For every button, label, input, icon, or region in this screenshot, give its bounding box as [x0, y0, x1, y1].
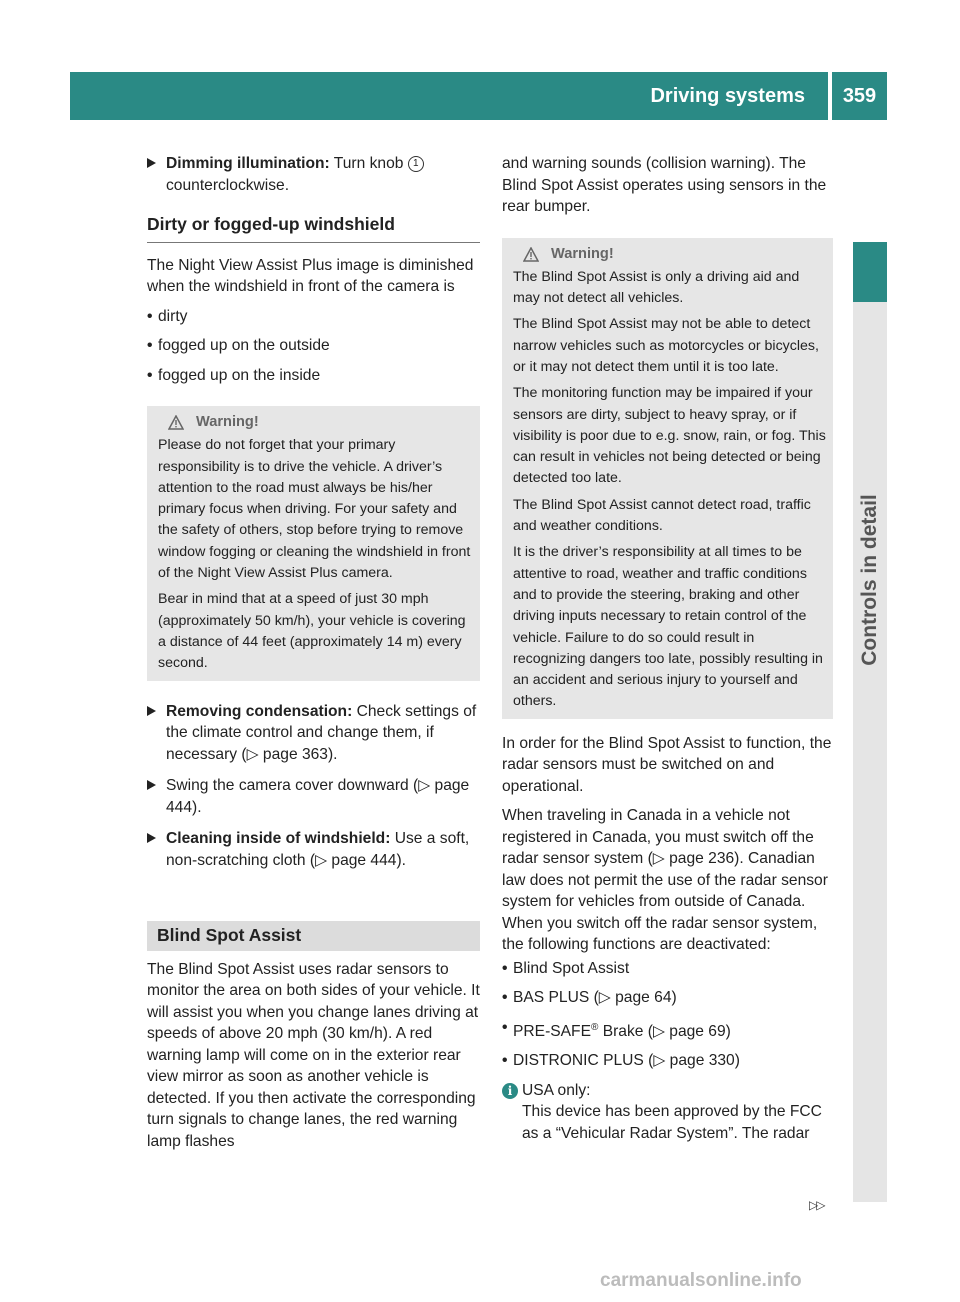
left-column	[147, 153, 480, 1160]
info-icon: i	[502, 1083, 518, 1099]
page-reference[interactable]: ▷ page 69	[652, 1022, 726, 1040]
list-item: • DISTRONIC PLUS (▷ page 330)	[502, 1052, 740, 1070]
warning-text: The monitoring function may be impaired if your sensors are dirty, subject to heavy spray, or if visibility is poor due to e.g. snow, rain, or fog. This can result in vehicles not being detected or being detected too late.	[513, 385, 826, 487]
step-removing-condensation: Removing condensation: Check settings of the climate control and change them, if necessary (▷ page 363).	[147, 701, 480, 766]
list-item: • fogged up on the outside	[147, 337, 330, 354]
callout-marker-icon: 1	[408, 156, 424, 172]
warning-triangle-icon	[168, 415, 184, 430]
info-note	[502, 1080, 833, 1145]
warning-heading: Warning!	[513, 244, 827, 265]
info-text: This device has been approved by the FCC as a “Vehicular Radar System”. The radar	[522, 1103, 822, 1142]
warning-text: The Blind Spot Assist is only a driving aid and may not detect all vehicles.	[513, 268, 800, 307]
bsa-description: The Blind Spot Assist uses radar sensors to monitor the area on both sides of your vehicle. It will assist you when you change lanes driving at speeds of above 20 mph (30 km/h). A red warning lamp will come on in the exterior rear view mirror as soon as another vehicle is detected. If you then activate the corresponding turn signals to change lanes, the red warning lamp flashes	[147, 960, 480, 1150]
header-bar	[70, 72, 887, 120]
page-reference[interactable]: ▷ page 363	[246, 745, 328, 763]
list-item: • BAS PLUS (▷ page 64)	[502, 989, 677, 1007]
list-item: • fogged up on the inside	[147, 366, 321, 384]
step-dimming: Dimming illumination: Turn knob 1 counterclockwise.	[147, 153, 480, 196]
page-reference[interactable]: ▷ page 330	[653, 1052, 735, 1070]
page-reference[interactable]: ▷ page 64	[598, 989, 672, 1007]
step-swing-camera: Swing the camera cover downward (▷ page 444).	[147, 775, 480, 818]
page-reference[interactable]: ▷ page 236	[652, 850, 735, 868]
list-item: • PRE-SAFE® Brake (▷ page 69)	[502, 1018, 731, 1040]
footer-watermark: carmanualsonline.info	[600, 1270, 802, 1291]
warning-heading: Warning!	[158, 412, 474, 433]
function-requirement: In order for the Blind Spot Assist to function, the radar sensors must be switched on and operational.	[502, 734, 832, 795]
warning-text: Bear in mind that at a speed of just 30 mph (approximately 50 km/h), your vehicle is covering a distance of 44 feet (approximately 14 m) every second.	[158, 591, 466, 672]
dirty-intro: The Night View Assist Plus image is diminished when the windshield in front of the camera is	[147, 256, 474, 295]
heading-dirty-windshield: Dirty or fogged-up windshield	[147, 214, 480, 243]
warning-text: The Blind Spot Assist cannot detect road, traffic and weather conditions.	[513, 496, 811, 535]
warning-text: It is the driver’s responsibility at all times to be attentive to road, weather and traffic conditions and to provide the steering, braking and other driving inputs necessary to retain control of the vehicle. Failure to do so could result in recognizing dangers too late, possibly resulting in an accident and serious injury to yourself and others.	[513, 544, 823, 710]
page-number: 359	[842, 85, 877, 107]
warning-box	[502, 238, 833, 719]
step-arrow-icon	[147, 833, 156, 843]
continue-arrows-icon: ▷▷	[809, 1198, 824, 1212]
warning-box	[147, 406, 480, 681]
heading-blind-spot-assist: Blind Spot Assist	[147, 921, 480, 951]
step-arrow-icon	[147, 706, 156, 716]
continued-text: and warning sounds (collision warning). The Blind Spot Assist operates using sensors in the rear bumper.	[502, 155, 827, 215]
warning-text: Please do not forget that your primary responsibility is to drive the vehicle. A driver’s attention to the road must always be his/her primary focus when driving. For your safety and the safety of others, stop before trying to remove window fogging or cleaning the windshield in front of the Night View Assist Plus camera.	[158, 437, 471, 582]
page-reference[interactable]: ▷ page 444	[315, 851, 397, 869]
step-cleaning: Cleaning inside of windshield: Use a soft, non-scratching cloth (▷ page 444).	[147, 828, 480, 871]
side-tab-label: Controls in detail	[858, 494, 881, 666]
list-item: • Blind Spot Assist	[502, 959, 630, 977]
canada-note: When traveling in Canada in a vehicle not registered in Canada, you must switch off the radar sensor system (▷ page 236). Canadian law does not permit the use of the radar sensor system for vehicles from outside of Canada. When you switch off the radar sensor system, the following functions are deactivated:	[502, 807, 828, 954]
section-title: Driving systems	[650, 85, 805, 107]
step-arrow-icon	[147, 158, 156, 168]
warning-text: The Blind Spot Assist may not be able to detect narrow vehicles such as motorcycles or bicycles, or it may not detect them until it is too late.	[513, 316, 819, 375]
page-reference[interactable]: ▷ page 444	[166, 777, 470, 816]
list-item: • dirty	[147, 307, 188, 325]
side-tab-marker	[853, 242, 887, 302]
right-column	[502, 153, 833, 1144]
step-arrow-icon	[147, 780, 156, 790]
warning-triangle-icon	[523, 247, 539, 262]
info-title: USA only:	[522, 1081, 591, 1099]
